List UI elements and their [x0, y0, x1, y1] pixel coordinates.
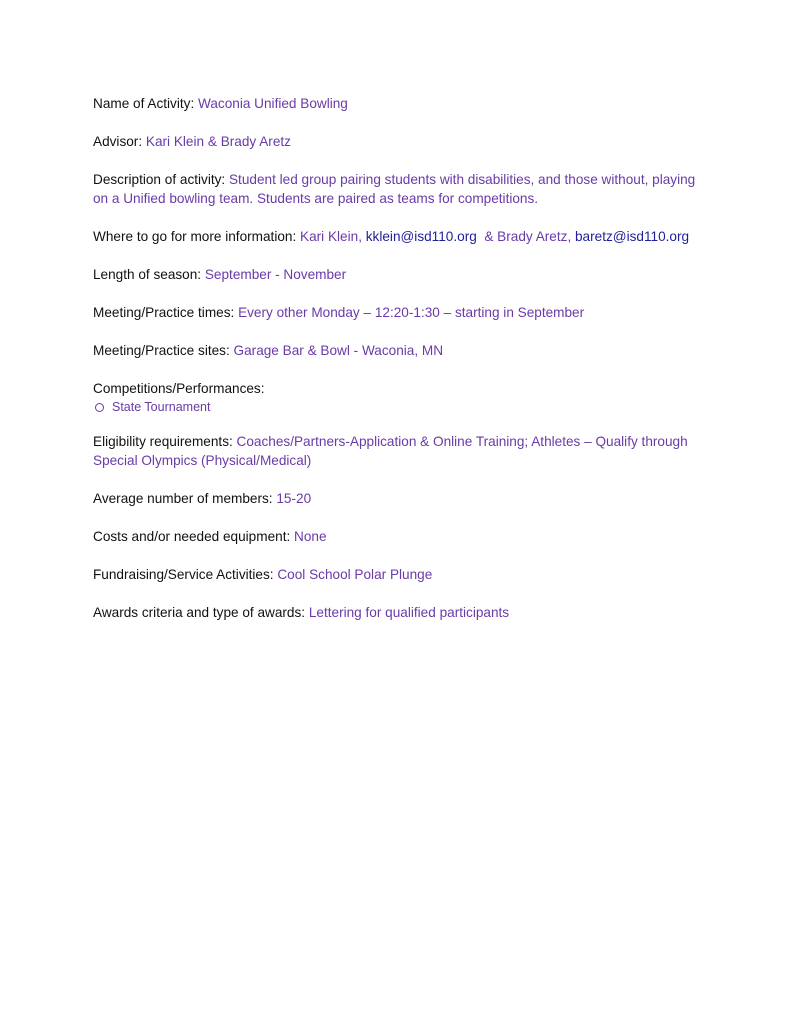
contact-name-2: & Brady Aretz,	[476, 229, 575, 244]
field-season	[93, 265, 703, 284]
field-label: Awards criteria and type of awards:	[93, 605, 309, 620]
field-label: Costs and/or needed equipment:	[93, 529, 295, 544]
field-name-of-activity	[93, 94, 703, 113]
field-label: Average number of members:	[93, 491, 277, 506]
circle-bullet-icon	[95, 403, 104, 412]
field-label: Meeting/Practice times:	[93, 305, 239, 320]
contact-name-1: Kari Klein,	[300, 229, 366, 244]
email-link-baretz[interactable]: baretz@isd110.org	[575, 229, 690, 244]
field-practice-sites	[93, 341, 703, 360]
field-value: Garage Bar & Bowl - Waconia, MN	[233, 343, 444, 358]
field-label: Eligibility requirements:	[93, 434, 237, 449]
field-fundraising	[93, 565, 703, 584]
field-label: Description of activity:	[93, 172, 229, 187]
field-value: Lettering for qualified participants	[308, 605, 510, 620]
field-label: Meeting/Practice sites:	[93, 343, 234, 358]
field-label: Fundraising/Service Activities:	[93, 567, 278, 582]
field-value: September - November	[204, 267, 347, 282]
field-label: Where to go for more information:	[93, 229, 301, 244]
field-value: Coaches/Partners-Application & Online Training; Athletes – Qualify through Special Olympics (Physical/Medical)	[93, 434, 688, 468]
field-value: Waconia Unified Bowling	[198, 96, 348, 111]
field-value: Cool School Polar Plunge	[277, 567, 433, 582]
field-label: Competitions/Performances:	[93, 381, 265, 396]
field-members	[93, 489, 703, 508]
field-value: 15-20	[276, 491, 312, 506]
activity-document	[93, 94, 703, 641]
email-link-kklein[interactable]: kklein@isd110.org	[365, 229, 477, 244]
field-eligibility	[93, 432, 703, 470]
list-item-text: State Tournament	[112, 400, 211, 414]
field-competitions	[93, 379, 703, 415]
field-value: Every other Monday – 12:20-1:30 – starting in September	[238, 305, 585, 320]
list-item	[93, 399, 703, 415]
field-costs	[93, 527, 703, 546]
field-label: Length of season:	[93, 267, 205, 282]
field-awards	[93, 603, 703, 622]
field-description	[93, 170, 703, 208]
field-value: Kari Klein & Brady Aretz	[145, 134, 291, 149]
field-advisor	[93, 132, 703, 151]
field-value: None	[294, 529, 327, 544]
field-value: Student led group pairing students with disabilities, and those without, playing on a Unified bowling team. Students are paired as teams for competitions.	[93, 172, 696, 206]
field-label: Name of Activity:	[93, 96, 199, 111]
field-practice-times	[93, 303, 703, 322]
competitions-list	[93, 399, 703, 415]
field-more-info	[93, 227, 703, 246]
field-label: Advisor:	[93, 134, 146, 149]
